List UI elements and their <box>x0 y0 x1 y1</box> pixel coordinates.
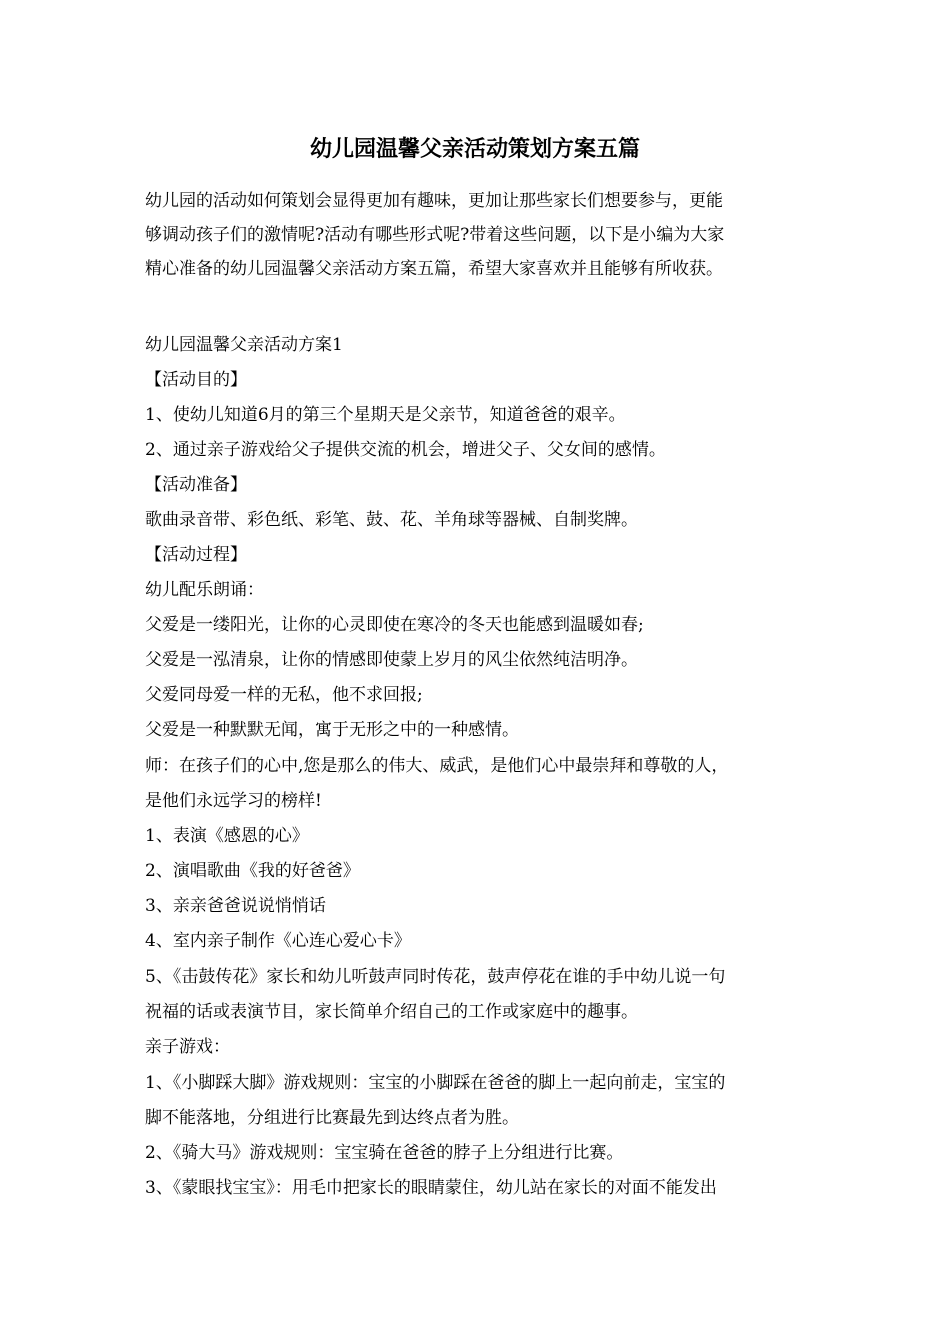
subheading-process: 【活动过程】 <box>145 545 247 565</box>
list-item: 5、《击鼓传花》家长和幼儿听鼓声同时传花，鼓声停花在谁的手中幼儿说一句 <box>145 967 726 987</box>
body-line: 父爱是一种默默无闻，寓于无形之中的一种感情。 <box>145 720 519 740</box>
body-line: 幼儿配乐朗诵： <box>145 580 264 600</box>
body-line: 是他们永远学习的榜样! <box>145 791 322 811</box>
intro-paragraph <box>145 184 813 286</box>
body-line: 亲子游戏： <box>145 1037 230 1057</box>
intro-line: 精心准备的幼儿园温馨父亲活动方案五篇，希望大家喜欢并且能够有所收获。 <box>145 259 723 279</box>
section-heading: 幼儿园温馨父亲活动方案1 <box>145 335 343 355</box>
body-line: 父爱是一泓清泉，让你的情感即使蒙上岁月的风尘依然纯洁明净。 <box>145 650 638 670</box>
body-line: 1、使幼儿知道6月的第三个星期天是父亲节，知道爸爸的艰辛。 <box>145 405 626 425</box>
intro-line: 够调动孩子们的激情呢?活动有哪些形式呢?带着这些问题，以下是小编为大家 <box>145 225 725 245</box>
body-line: 2、通过亲子游戏给父子提供交流的机会，增进父子、父女间的感情。 <box>145 440 666 460</box>
list-item: 3、亲亲爸爸说说悄悄话 <box>145 896 326 916</box>
list-item: 3、《蒙眼找宝宝》：用毛巾把家长的眼睛蒙住，幼儿站在家长的对面不能发出 <box>145 1178 717 1198</box>
list-item: 2、演唱歌曲《我的好爸爸》 <box>145 861 360 881</box>
list-item: 4、室内亲子制作《心连心爱心卡》 <box>145 931 411 951</box>
subheading-preparation: 【活动准备】 <box>145 475 247 495</box>
body-line: 父爱同母爱一样的无私，他不求回报; <box>145 685 423 705</box>
list-item: 2、《骑大马》游戏规则：宝宝骑在爸爸的脖子上分组进行比赛。 <box>145 1143 624 1163</box>
body-line: 脚不能落地，分组进行比赛最先到达终点者为胜。 <box>145 1108 519 1128</box>
body-line: 歌曲录音带、彩色纸、彩笔、鼓、花、羊角球等器械、自制奖牌。 <box>145 510 638 530</box>
list-item: 1、《小脚踩大脚》游戏规则：宝宝的小脚踩在爸爸的脚上一起向前走，宝宝的 <box>145 1073 726 1093</box>
list-item: 1、表演《感恩的心》 <box>145 826 309 846</box>
document-title: 幼儿园温馨父亲活动策划方案五篇 <box>309 136 640 162</box>
body-line: 师：在孩子们的心中,您是那么的伟大、威武，是他们心中最崇拜和尊敬的人， <box>145 756 729 776</box>
body-line: 父爱是一缕阳光，让你的心灵即使在寒冷的冬天也能感到温暖如春; <box>145 615 644 635</box>
document-body <box>145 328 813 1206</box>
body-line: 祝福的话或表演节目，家长简单介绍自己的工作或家庭中的趣事。 <box>145 1002 638 1022</box>
subheading-purpose: 【活动目的】 <box>145 370 247 390</box>
intro-line: 幼儿园的活动如何策划会显得更加有趣味，更加让那些家长们想要参与，更能 <box>145 191 723 211</box>
